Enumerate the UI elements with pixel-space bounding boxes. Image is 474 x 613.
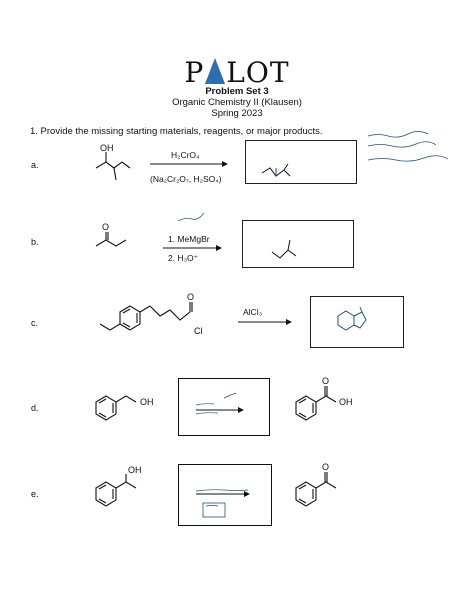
row-a-reagent-1: H₂CrO₄ [171, 150, 200, 160]
row-b-reagent-2: 2. H₃O⁺ [168, 253, 199, 263]
row-c-cl-label: Cl [194, 326, 203, 336]
row-e-oh-label: OH [128, 465, 142, 475]
row-a-label: a. [31, 160, 39, 170]
course-name: Organic Chemistry II (Klausen) [172, 97, 302, 108]
row-c-o-label: O [187, 292, 195, 302]
question-text: 1. Provide the missing starting materials, reagents, or major products. [30, 126, 323, 137]
row-d-oh-label: OH [140, 397, 154, 407]
term: Spring 2023 [211, 108, 263, 119]
row-b-label: b. [31, 237, 39, 247]
row-c-reagent-1: AlCl₃ [243, 307, 263, 317]
row-a-oh-label: OH [100, 143, 114, 153]
row-b-reagent-1: 1. MeMgBr [168, 234, 210, 244]
row-d-product-oh: OH [339, 397, 353, 407]
row-d-product-o: O [322, 376, 330, 386]
row-b-o-label: O [102, 222, 110, 232]
row-e-label: e. [31, 489, 39, 499]
row-d-label: d. [31, 403, 39, 413]
row-c-label: c. [31, 318, 39, 328]
row-e-product-o: O [322, 462, 330, 472]
problem-set-title: Problem Set 3 [205, 86, 269, 97]
row-e-answer-box [178, 464, 272, 526]
pilot-logo: P LOT [184, 56, 290, 89]
row-a-reagent-2: (Na₂Cr₂O₇, H₂SO₄) [150, 174, 222, 184]
